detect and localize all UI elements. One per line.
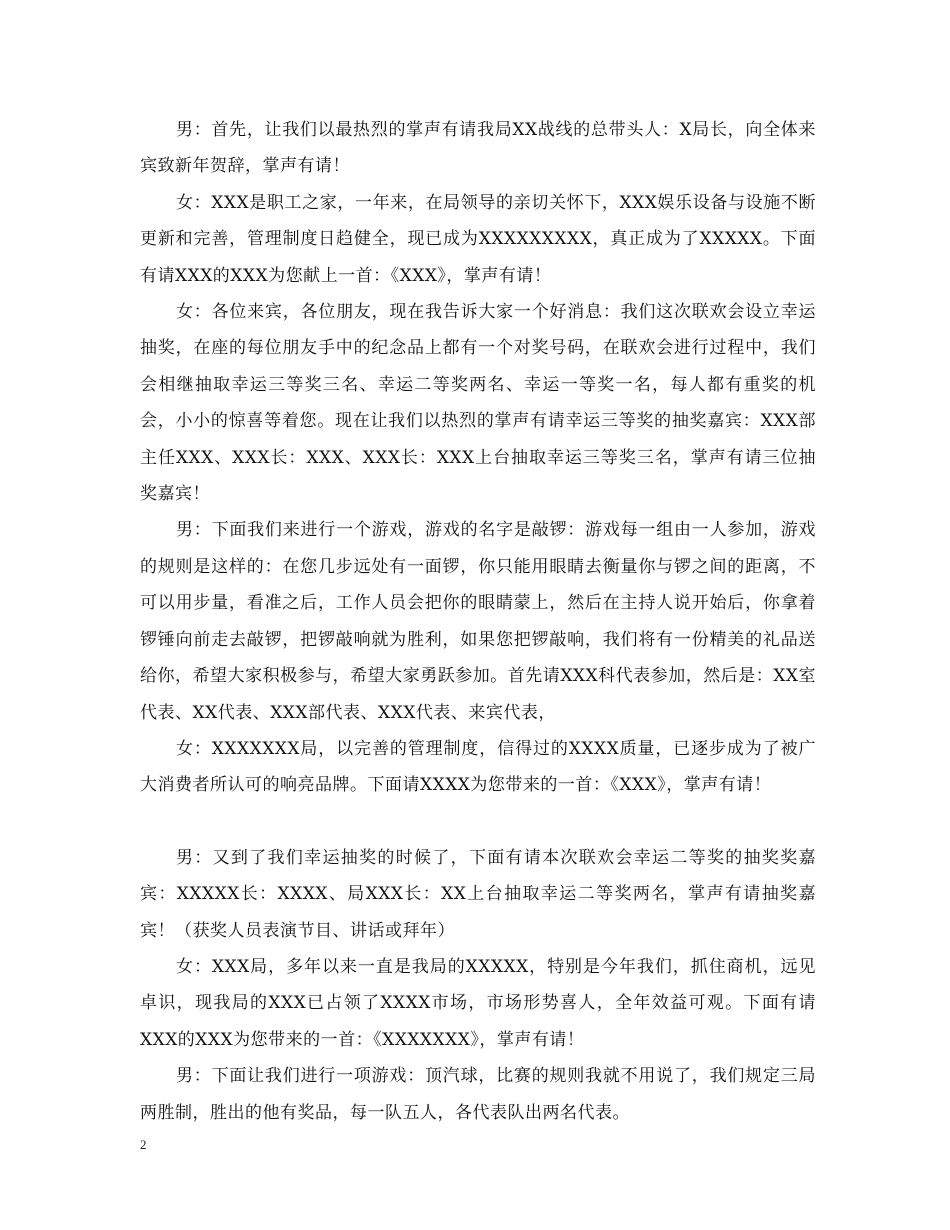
paragraph-1: 男：首先，让我们以最热烈的掌声有请我局XX战线的总带头人：X局长，向全体来宾致新年贺辞，掌声有请！ [140, 120, 816, 177]
paragraph-3: 女：各位来宾，各位朋友，现在我告诉大家一个好消息：我们这次联欢会设立幸运抽奖，在座的每位朋友手中的纪念品上都有一个对奖号码，在联欢会进行过程中，我们会相继抽取幸运三等奖三名、幸运二等奖两名、幸运一等奖一名，每人都有重奖的机会，小小的惊喜等着您。现在让我们以热烈的掌声有请幸运三等奖的抽奖嘉宾：XXX部主任XXX、XXX长：XXX、XXX长：XXX上台抽取幸运三等奖三名，掌声有请三位抽奖嘉宾！ [140, 302, 816, 505]
paragraph-7: 女：XXX局，多年以来一直是我局的XXXXX，特别是今年我们，抓住商机，远见卓识，现我局的XXX已占领了XXXX市场，市场形势喜人，全年效益可观。下面有请XXX的XXX为您带来的一首：《XXXXXXX》，掌声有请！ [140, 956, 816, 1050]
paragraph-5: 女：XXXXXXX局，以完善的管理制度，信得过的XXXX质量，已逐步成为了被广大消费者所认可的响亮品牌。下面请XXXX为您带来的一首：《XXX》，掌声有请！ [140, 738, 816, 796]
document-body [140, 112, 816, 1131]
page-number: 2 [140, 1137, 147, 1152]
paragraph-6: 男：又到了我们幸运抽奖的时候了，下面有请本次联欢会幸运二等奖的抽奖奖嘉宾：XXXXX长：XXXX、局XXX长：XX上台抽取幸运二等奖两名，掌声有请抽奖嘉宾！（获奖人员表演节目、讲话或拜年） [140, 847, 816, 941]
paragraph-4: 男：下面我们来进行一个游戏，游戏的名字是敲锣：游戏每一组由一人参加，游戏的规则是这样的：在您几步远处有一面锣，你只能用眼睛去衡量你与锣之间的距离，不可以用步量，看准之后，工作人员会把你的眼睛蒙上，然后在主持人说开始后，你拿着锣锤向前走去敲锣，把锣敲响就为胜利，如果您把锣敲响，我们将有一份精美的礼品送给你，希望大家积极参与，希望大家勇跃参加。首先请XXX科代表参加，然后是：XX室代表、XX代表、XXX部代表、XXX代表、来宾代表， [140, 520, 816, 723]
paragraph-2: 女：XXX是职工之家，一年来，在局领导的亲切关怀下，XXX娱乐设备与设施不断更新和完善，管理制度日趋健全，现已成为XXXXXXXXX，真正成为了XXXXX。下面有请XXX的XXX为您献上一首：《XXX》，掌声有请！ [140, 192, 816, 286]
paragraph-8: 男：下面让我们进行一项游戏：顶汽球，比赛的规则我就不用说了，我们规定三局两胜制，胜出的他有奖品，每一队五人，各代表队出两名代表。 [140, 1066, 816, 1123]
